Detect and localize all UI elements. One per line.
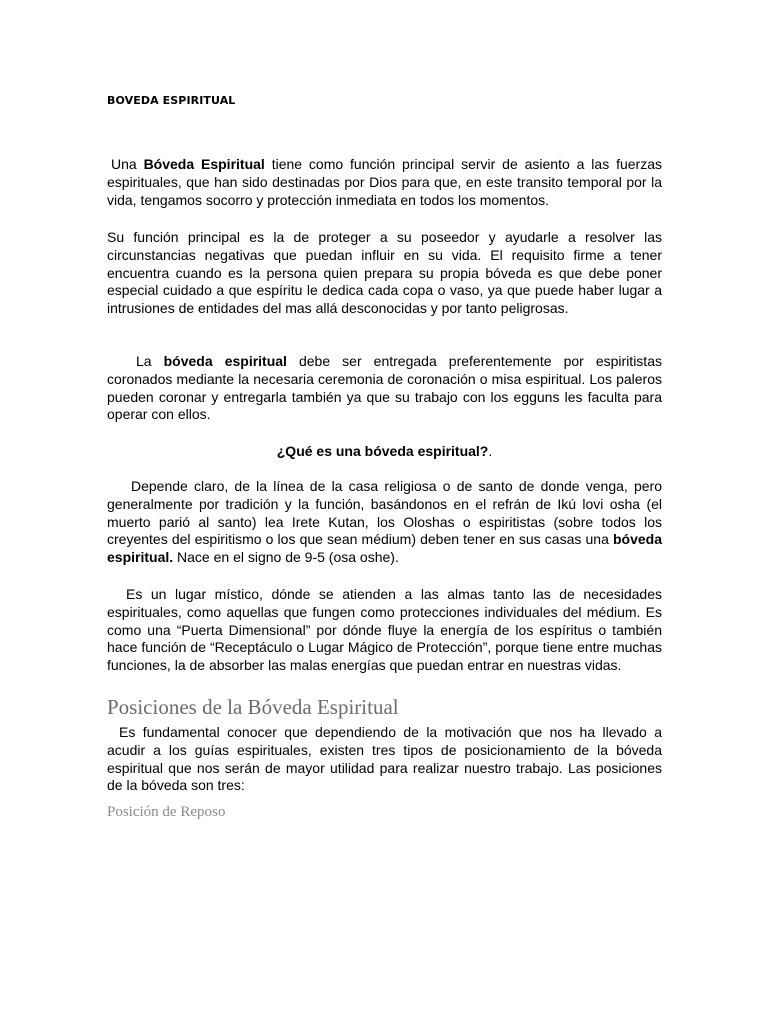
paragraph-delivery [107,353,662,424]
subsection-heading-rest-position: Posición de Reposo [107,804,226,820]
bold-term: bóveda espiritual. [107,531,662,566]
paragraph-text: debe ser entregada preferentemente por espiritistas coronados mediante la necesaria ceremonia de coronación o misa espiritual. Los paleros pueden coronar y entregarla también ya que su trabajo con los egguns les faculta para operar con ellos. [107,353,662,423]
paragraph-text: Depende claro, de la línea de la casa religiosa o de santo de donde venga, pero generalmente por tradición y la función, basándonos en el refrán de Ikú lovi osha (el muerto parió al santo) lea Irete Kutan, los Oloshas o espiritistas (sobre todos los creyentes del espiritismo o los que sean médium) deben tener en sus casas una [107,478,662,548]
section-heading-positions: Posiciones de la Bóveda Espiritual [107,695,399,719]
paragraph-text: tiene como función principal servir de asiento a las fuerzas espirituales, que han sido destinadas por Dios para que, en este transito temporal por la vida, tengamos socorro y protección inmediata en todos los momentos. [107,156,662,208]
paragraph-positions [107,724,662,795]
question-punctuation: . [488,443,493,459]
paragraph-text: Nace en el signo de 9-5 (osa oshe). [173,549,399,566]
paragraph-text: Es fundamental conocer que dependiendo de la motivación que nos ha llevado a acudir a los guías espirituales, existen tres tipos de posicionamiento de la bóveda espiritual que nos serán de mayor utilidad para realizar nuestro trabajo. Las posiciones de la bóveda son tres: [107,724,662,794]
paragraph-intro [107,156,662,209]
question-heading [107,443,662,461]
paragraph-text: La [136,353,164,369]
paragraph-mystic-place [107,586,662,675]
paragraph-text: Su función principal es la de proteger a su poseedor y ayudarle a resolver las circunstancias negativas que puedan influir en su vida. El requisito firme a tener encuentra cuando es la persona quien prepara su propia bóveda es que debe poner especial cuidado a que espíritu le dedica cada copa o vaso, ya que puede haber lugar a intrusiones de entidades del mas allá desconocidas y por tanto peligrosas. [107,229,662,317]
document-title: BOVEDA ESPIRITUAL [107,94,236,107]
paragraph-tradition [107,478,662,567]
bold-term: bóveda espiritual [163,353,287,369]
bold-question: ¿Qué es una bóveda espiritual? [276,443,489,459]
bold-term: Bóveda Espiritual [143,156,265,172]
paragraph-function [107,229,662,318]
paragraph-text: Es un lugar místico, dónde se atienden a las almas tanto las de necesidades espirituales, como aquellas que fungen como protecciones individuales del médium. Es como una “Puerta Dimensional” por dónde fluye la energía de los espíritus o también hace función de “Receptáculo o Lugar Mágico de Protección”, porque tiene entre muchas funciones, la de absorber las malas energías que puedan entrar en nuestras vidas. [107,586,662,674]
paragraph-text: Una [111,156,144,172]
